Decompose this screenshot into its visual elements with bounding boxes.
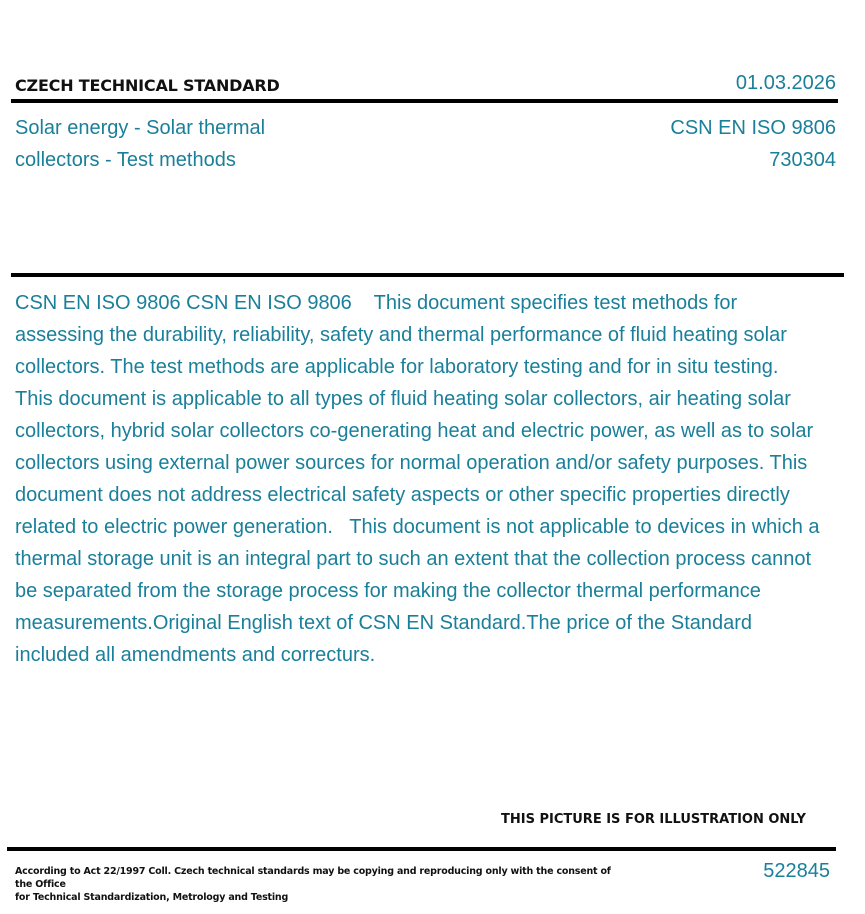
legal-line-1: According to Act 22/1997 Coll. Czech technical standards may be copying and reproducing only with the consent of the Office [15, 866, 611, 890]
standard-codes [670, 112, 836, 176]
legal-line-2: for Technical Standardization, Metrology and Testing [15, 892, 289, 903]
header-divider [11, 99, 838, 103]
abstract-text: CSN EN ISO 9806 CSN EN ISO 9806 This document specifies test methods for assessing the durability, reliability, safety and thermal performance of fluid heating solar collectors. The test methods are applicable for laboratory testing and for in situ testing. This document is applicable to all types of fluid heating solar collectors, air heating solar collectors, hybrid solar collectors co-generating heat and electric power, as well as to solar collectors using external power sources for normal operation and/or safety purposes. This document does not address electrical safety aspects or other specific properties directly related to electric power generation. This document is not applicable to devices in which a thermal storage unit is an integral part to such an extent that the collection process cannot be separated from the storage process for making the collector thermal performance measurements.Original English text of CSN EN Standard.The price of the Standard included all amendments and correcturs. [15, 292, 826, 666]
publication-date: 01.03.2026 [735, 72, 836, 94]
title-divider [11, 273, 844, 277]
standard-title [15, 112, 345, 176]
class-number: 730304 [769, 149, 836, 171]
standard-designation: CSN EN ISO 9806 [670, 117, 836, 139]
title-line-1: Solar energy - Solar thermal [15, 117, 266, 139]
catalog-number: 522845 [763, 860, 830, 882]
legal-notice [15, 865, 615, 904]
title-line-2: collectors - Test methods [15, 149, 236, 171]
footer-divider [7, 847, 836, 851]
illustration-notice: THIS PICTURE IS FOR ILLUSTRATION ONLY [501, 812, 806, 827]
standard-type-label: CZECH TECHNICAL STANDARD [15, 76, 280, 95]
